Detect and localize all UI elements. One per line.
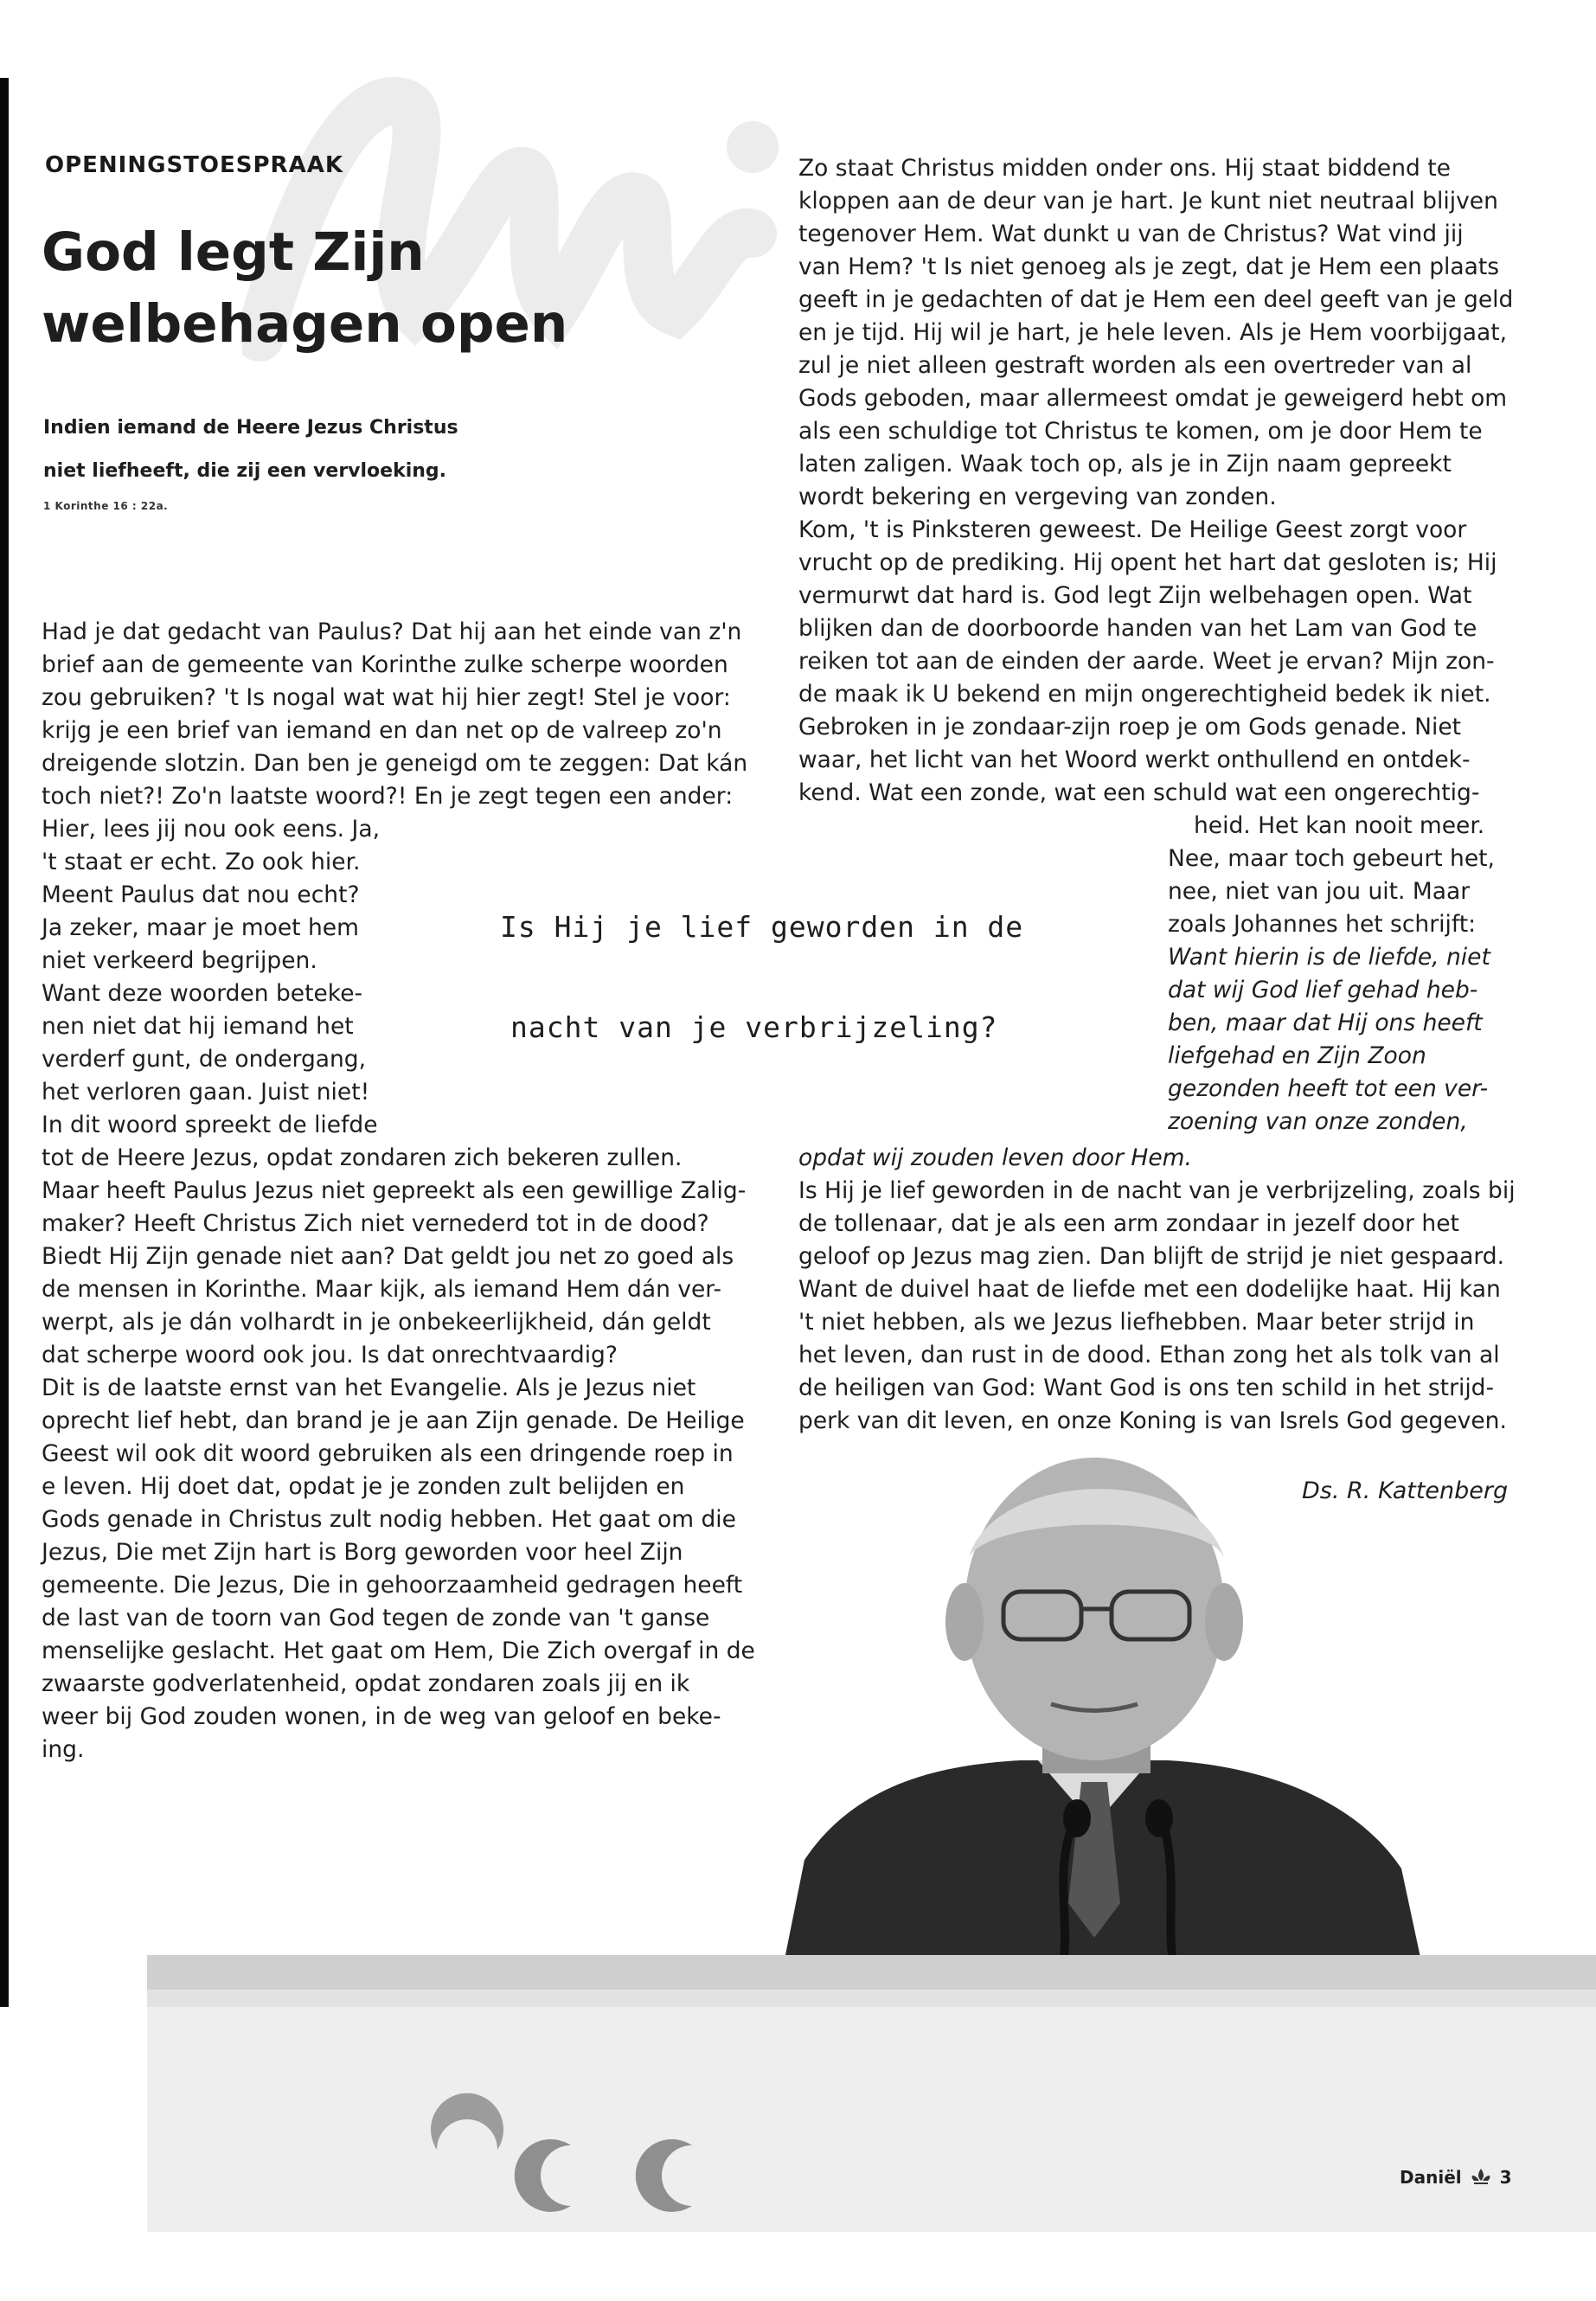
- left-line: e leven. Hij doet dat, opdat je je zonden zult belijden en: [42, 1473, 685, 1500]
- intro-line-1: Indien iemand de Heere Jezus Christus: [43, 417, 458, 439]
- right-quote-line: dat wij God lief gehad heb-: [1168, 977, 1478, 1003]
- right-line: Gods geboden, maar allermeest omdat je geweigerd hebt om: [798, 385, 1508, 412]
- title-line-2: welbehagen open: [42, 293, 568, 355]
- left-line: Gods genade in Christus zult nodig hebben. Het gaat om die: [42, 1506, 736, 1533]
- left-line: dat scherpe woord ook jou. Is dat onrechtvaardig?: [42, 1342, 618, 1368]
- right-line: Want de duivel haat de liefde met een dodelijke haat. Hij kan: [798, 1276, 1501, 1303]
- right-line: blijken dan de doorboorde handen van het Lam van God te: [798, 615, 1477, 642]
- author-signature: Ds. R. Kattenberg: [1302, 1477, 1509, 1504]
- left-line: niet verkeerd begrijpen.: [42, 947, 317, 974]
- left-line: Biedt Hij Zijn genade niet aan? Dat geldt jou net zo goed als: [42, 1243, 734, 1270]
- left-line: tot de Heere Jezus, opdat zondaren zich bekeren zullen.: [42, 1144, 683, 1171]
- right-line: perk van dit leven, en onze Koning is van Isrels God gegeven.: [798, 1407, 1507, 1434]
- right-line: geloof op Jezus mag zien. Dan blijft de strijd je niet gespaard.: [798, 1243, 1505, 1270]
- left-line: dreigende slotzin. Dan ben je geneigd om te zeggen: Dat kán: [42, 750, 748, 777]
- left-line: Meent Paulus dat nou echt?: [42, 881, 360, 908]
- left-line: brief aan de gemeente van Korinthe zulke scherpe woorden: [42, 651, 728, 678]
- left-line: Hier, lees jij nou ook eens. Ja,: [42, 816, 381, 843]
- fleur-de-lis-icon: [1469, 2167, 1493, 2188]
- right-line: Is Hij je lief geworden in de nacht van je verbrijzeling, zoals bij: [798, 1177, 1516, 1204]
- right-quote-line: ben, maar dat Hij ons heeft: [1168, 1009, 1483, 1036]
- left-line: In dit woord spreekt de liefde: [42, 1112, 378, 1138]
- speaker-at-podium-photo: [0, 1419, 1596, 2232]
- right-quote-line: gezonden heeft tot een ver-: [1168, 1075, 1489, 1102]
- right-line: de heiligen van God: Want God is ons ten schild in het strijd-: [798, 1375, 1495, 1401]
- article-title: [42, 216, 595, 360]
- right-narrow-line: nee, niet van jou uit. Maar: [1168, 878, 1471, 905]
- left-line: de last van de toorn van God tegen de zonde van 't ganse: [42, 1605, 710, 1631]
- left-line: Maar heeft Paulus Jezus niet gepreekt als een gewillige Zalig-: [42, 1177, 747, 1204]
- intro-text: [43, 407, 528, 493]
- right-line: het leven, dan rust in de dood. Ethan zong het als tolk van al: [798, 1342, 1500, 1368]
- right-line: de maak ik U bekend en mijn ongerechtigheid bedek ik niet.: [798, 681, 1491, 708]
- right-narrow-line: zoals Johannes het schrijft:: [1168, 911, 1477, 938]
- left-line: krijg je een brief van iemand en dan net op de valreep zo'n: [42, 717, 722, 744]
- right-line: zul je niet alleen gestraft worden als een overtreder van al: [798, 352, 1472, 379]
- title-line-1: God legt Zijn: [42, 221, 425, 283]
- pull-quote-line-2: nacht van je verbrijzeling?: [510, 1010, 998, 1044]
- left-line: Want deze woorden beteke-: [42, 980, 363, 1007]
- right-line: laten zaligen. Waak toch op, als je in Zijn naam gepreekt: [798, 451, 1452, 478]
- left-line: de mensen in Korinthe. Maar kijk, als iemand Hem dán ver-: [42, 1276, 722, 1303]
- right-line: vermurwt dat hard is. God legt Zijn welbehagen open. Wat: [798, 582, 1472, 609]
- right-narrow-line: Nee, maar toch gebeurt het,: [1168, 845, 1495, 872]
- left-line: verderf gunt, de ondergang,: [42, 1046, 367, 1073]
- left-line: maker? Heeft Christus Zich niet vernederd tot in de dood?: [42, 1210, 709, 1237]
- left-line: weer bij God zouden wonen, in de weg van geloof en beke-: [42, 1703, 721, 1730]
- right-line: vrucht op de prediking. Hij opent het hart dat gesloten is; Hij: [798, 549, 1497, 576]
- right-quote-line: zoening van onze zonden,: [1168, 1108, 1468, 1135]
- right-line: kend. Wat een zonde, wat een schuld wat een ongerechtig-: [798, 779, 1480, 806]
- intro-line-2: niet liefheeft, die zij een vervloeking.: [43, 460, 447, 482]
- left-line: het verloren gaan. Juist niet!: [42, 1079, 370, 1106]
- left-line: 't staat er echt. Zo ook hier.: [42, 849, 361, 875]
- left-line: menselijke geslacht. Het gaat om Hem, Die Zich overgaf in de: [42, 1638, 755, 1664]
- left-line: toch niet?! Zo'n laatste woord?! En je zegt tegen een ander:: [42, 783, 734, 810]
- right-line: wordt bekering en vergeving van zonden.: [798, 484, 1277, 510]
- right-narrow-line: heid. Het kan nooit meer.: [1194, 812, 1485, 839]
- page-footer: [1400, 2167, 1512, 2188]
- right-line: Zo staat Christus midden onder ons. Hij staat biddend te: [798, 155, 1451, 182]
- right-line: en je tijd. Hij wil je hart, je hele leven. Als je Hem voorbijgaat,: [798, 319, 1508, 346]
- page-number: 3: [1499, 2167, 1512, 2188]
- left-line: zou gebruiken? 't Is nogal wat wat hij hier zegt! Stel je voor:: [42, 684, 731, 711]
- left-line: Geest wil ook dit woord gebruiken als een dringende roep in: [42, 1440, 734, 1467]
- right-line: van Hem? 't Is niet genoeg als je zegt, dat je Hem een plaats: [798, 253, 1500, 280]
- right-quote-line: Want hierin is de liefde, niet: [1168, 944, 1490, 971]
- pull-quote-line-1: Is Hij je lief geworden in de: [500, 910, 1024, 944]
- left-line: gemeente. Die Jezus, Die in gehoorzaamheid gedragen heeft: [42, 1572, 743, 1599]
- right-line: Gebroken in je zondaar-zijn roep je om Gods genade. Niet: [798, 714, 1462, 740]
- right-line: geeft in je gedachten of dat je Hem een deel geeft van je geld: [798, 286, 1514, 313]
- left-line: zwaarste godverlatenheid, opdat zondaren zoals jij en ik: [42, 1670, 690, 1697]
- right-line: Kom, 't is Pinksteren geweest. De Heilige Geest zorgt voor: [798, 516, 1467, 543]
- right-line: waar, het licht van het Woord werkt onthullend en ontdek-: [798, 747, 1471, 773]
- right-line: kloppen aan de deur van je hart. Je kunt niet neutraal blijven: [798, 188, 1498, 215]
- left-line: Dit is de laatste ernst van het Evangelie. Als je Jezus niet: [42, 1375, 696, 1401]
- right-line: als een schuldige tot Christus te komen, om je door Hem te: [798, 418, 1483, 445]
- magazine-name: Daniël: [1400, 2167, 1462, 2188]
- left-line: nen niet dat hij iemand het: [42, 1013, 354, 1040]
- right-quote-end: opdat wij zouden leven door Hem.: [798, 1144, 1192, 1171]
- right-line: 't niet hebben, als we Jezus liefhebben. Maar beter strijd in: [798, 1309, 1475, 1336]
- left-line: oprecht lief hebt, dan brand je je aan Zijn genade. De Heilige: [42, 1407, 745, 1434]
- left-line: Had je dat gedacht van Paulus? Dat hij aan het einde van z'n: [42, 619, 742, 645]
- left-line: ing.: [42, 1736, 85, 1763]
- left-line: werpt, als je dán volhardt in je onbekeerlijkheid, dán geldt: [42, 1309, 711, 1336]
- section-label: OPENINGSTOESPRAAK: [45, 152, 343, 178]
- left-line: Jezus, Die met Zijn hart is Borg geworden voor heel Zijn: [42, 1539, 683, 1566]
- right-line: de tollenaar, dat je als een arm zondaar in jezelf door het: [798, 1210, 1459, 1237]
- right-line: reiken tot aan de einden der aarde. Weet je ervan? Mijn zon-: [798, 648, 1495, 675]
- right-quote-line: liefgehad en Zijn Zoon: [1168, 1042, 1426, 1069]
- right-line: tegenover Hem. Wat dunkt u van de Christus? Wat vind jij: [798, 221, 1464, 247]
- left-line: Ja zeker, maar je moet hem: [42, 914, 359, 941]
- scripture-reference: 1 Korinthe 16 : 22a.: [43, 500, 169, 512]
